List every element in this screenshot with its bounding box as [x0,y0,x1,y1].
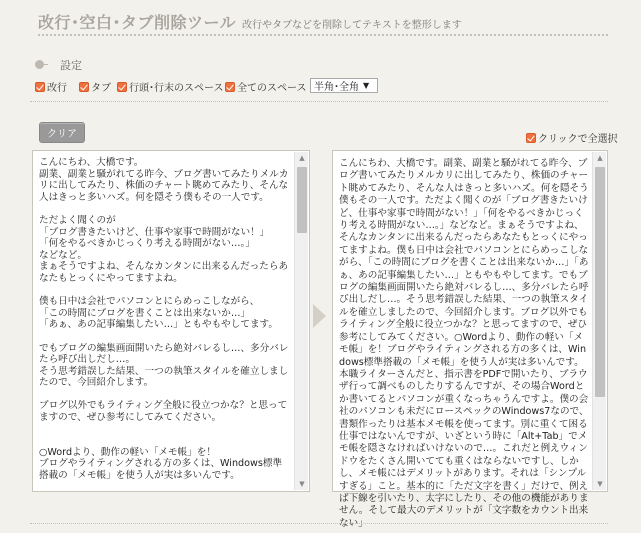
app-title: 改行･空白･タブ削除ツール [38,13,237,32]
option-tab-label: タブ [91,83,111,94]
select-all-label: クリックで全選択 [538,134,618,145]
option-edge-spaces-label: 行頭･行末のスペース [129,83,224,94]
edge-spaces-checkbox[interactable] [117,82,127,92]
output-scrollbar[interactable] [592,152,606,490]
all-spaces-checkbox[interactable] [225,82,235,92]
input-textarea[interactable] [32,150,310,492]
input-scroll-thumb[interactable] [297,167,307,233]
footer-divider [30,523,608,524]
option-newline[interactable] [35,79,67,94]
clear-button[interactable]: クリア [39,122,85,143]
width-select[interactable] [310,78,378,93]
scroll-down-icon[interactable]: ▼ [299,480,305,488]
option-all-spaces[interactable] [225,79,307,94]
option-edge-spaces[interactable] [117,79,224,94]
option-newline-label: 改行 [47,83,67,94]
settings-label: 設定 [60,59,82,72]
arrow-right-icon [313,304,326,328]
newline-checkbox[interactable] [35,82,45,92]
scroll-up-icon[interactable]: ▲ [597,154,603,162]
input-scrollbar[interactable] [294,152,308,490]
scroll-up-icon[interactable]: ▲ [299,154,305,162]
input-text: こんにちわ、大橋です。 副業、副業と騒がれてる昨今、ブログ書いてみたりメルカリに出してみたり、株価のチャート眺めてみたり、そんな人はきっと多いハズ。何を隠そう僕もその一人です。 ただよく聞くのが 「ブログ書きたいけど、仕事や家事で時間がない！」 「何をやるべきかじっくり考える時間がない…。」 などなど。 まぁそうですよね、そんなカンタンに出来るんだったらあなたもとっくにやってますよね。 僕も日中は会社でパソコンとにらめっこしながら、 「この時間にブログを書くことは出来ないか…」 「あぁ、あの記事編集したい…」ともやもやしてます。 でもブログの編集画面開いたら絶対バレるし…、多分バレたら呼び出しだし…。 そう思考錯誤した結果、一つの執筆スタイルを確立しましたので、今回紹介します。 ブログ以外でもライティング全般に役立つかな？と思ってますので、ぜひ参考にしてみてください。 ○Wordより、動作の軽い「メモ帳」を！ ブログやライティングされる方の多くは、Windows標準搭載の「メモ帳」を使う人が実は多いんです。 [39,157,289,482]
width-select-value: 半角･全角 [314,82,359,93]
scroll-down-icon[interactable]: ▼ [597,480,603,488]
bullet-icon [35,60,44,69]
select-all-checkbox[interactable] [526,133,536,143]
bullet-tail [44,64,48,65]
output-textarea[interactable] [332,150,608,529]
tab-checkbox[interactable] [79,82,89,92]
chevron-down-icon: ▼ [363,81,370,90]
header-divider [38,34,608,36]
settings-divider [30,101,608,102]
option-tab[interactable] [79,79,111,94]
app-subtitle: 改行やタブなどを削除してテキストを整形します [242,20,462,31]
select-all-toggle[interactable] [526,130,618,145]
option-all-spaces-label: 全てのスペース [237,83,307,94]
output-text: こんにちわ、大橋です。副業、副業と騒がれてる昨今、ブログ書いてみたりメルカリに出してみたり、株価のチャート眺めてみたり、そんな人はきっと多いハズ。何を隠そう僕もその一人です。ただよく聞くのが「ブログ書きたいけど、仕事や家事で時間がない！」「何をやるべきかじっくり考える時間がない…。」などなど。まぁそうですよね、そんなカンタンに出来るんだったらあなたもとっくにやってますよね。僕も日中は会社でパソコンとにらめっこしながら、「この時間にブログを書くことは出来ないか…」「あぁ、あの記事編集したい…」ともやもやしてます。でもブログの編集画面開いたら絶対バレるし…、多分バレたら呼び出しだし…。そう思考錯誤した結果、一つの執筆スタイルを確立しましたので、今回紹介します。ブログ以外でもライティング全般に役立つかな？と思ってますので、ぜひ参考にしてみてください。○Wordより、動作の軽い「メモ帳」を！ブログやライティングされる方の多くは、Windows標準搭載の「メモ帳」を使う人が実は多いんです。本職ライターさんだと、指示書をPDFで開いたり、ブラウザ行って調べものしたりするんですが、その場合Wordとか書いてるとパソコンが重くなっちゃうんですよ。僕の会社のパソコンも未だにロースペックのWindows7なので、書類作ったりは基本メモ帳を使ってます。別に重くて困る仕事ではないんですが、いざという時に「Alt+Tab」でメモ帳を隠さなければいけないので…。これだと例えウィンドウをたくさん開いてても重くはならないですし、しかし、メモ帳にはデメリットがあります。それは「シンプルすぎる」こと。基本的に「ただ文字を書く」だけで、例えば下線を引いたり、太字にしたり、その他の機能がありません。そして最大のデメリットが「文字数をカウント出来ない」 [339,158,589,529]
output-scroll-thumb[interactable] [595,167,605,397]
